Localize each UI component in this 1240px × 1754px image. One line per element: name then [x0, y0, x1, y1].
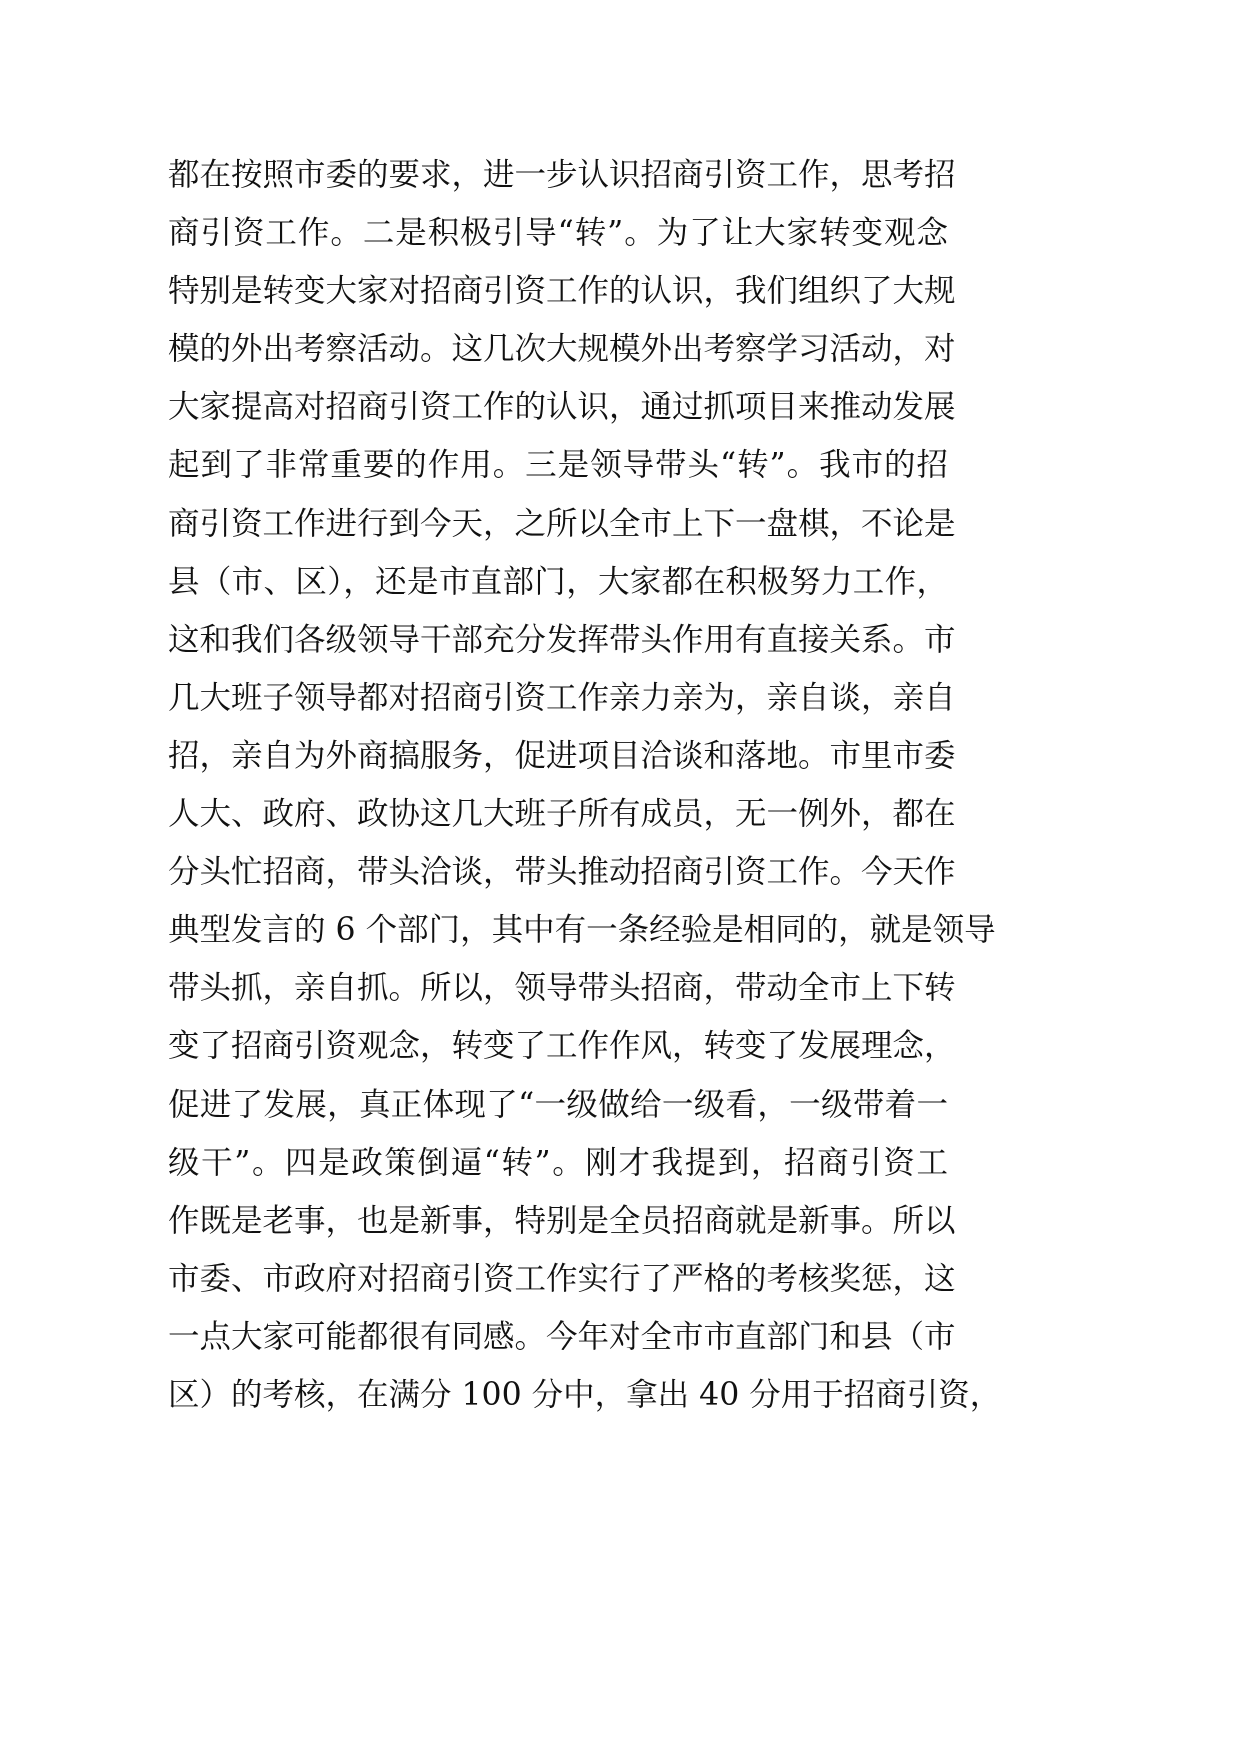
- text-line: 这和我们各级领导干部充分发挥带头作用有直接关系。市: [168, 621, 956, 658]
- text-line: 大家提高对招商引资工作的认识，通过抓项目来推动发展: [168, 389, 956, 426]
- text-line: 一点大家可能都很有同感。今年对全市市直部门和县（市: [168, 1318, 956, 1355]
- text-line: 都在按照市委的要求，进一步认识招商引资工作，思考招: [168, 157, 956, 193]
- text-line: 区）的考核，在满分 100 分中，拿出 40 分用于招商引资，: [168, 1376, 1002, 1413]
- text-line: 人大、政府、政协这几大班子所有成员，无一例外，都在: [168, 796, 956, 833]
- text-line: 典型发言的 6 个部门，其中有一条经验是相同的，就是领导: [168, 912, 996, 949]
- text-line: 带头抓，亲自抓。所以，领导带头招商，带动全市上下转: [168, 970, 956, 1007]
- body-text: [168, 146, 1002, 1424]
- text-line: 起到了非常重要的作用。三是领导带头“转”。我市的招: [168, 447, 948, 484]
- text-line: 级干”。四是政策倒逼“转”。刚才我提到，招商引资工: [168, 1144, 948, 1181]
- text-line: 商引资工作进行到今天，之所以全市上下一盘棋，不论是: [168, 505, 956, 542]
- text-line: 分头忙招商，带头洽谈，带头推动招商引资工作。今天作: [168, 854, 956, 891]
- text-line: 模的外出考察活动。这几次大规模外出考察学习活动，对: [168, 331, 956, 368]
- text-line: 招，亲自为外商搞服务，促进项目洽谈和落地。市里市委: [168, 737, 956, 774]
- text-line: 市委、市政府对招商引资工作实行了严格的考核奖惩，这: [168, 1260, 956, 1297]
- text-line: 变了招商引资观念，转变了工作作风，转变了发展理念，: [168, 1028, 956, 1065]
- text-line: 作既是老事，也是新事，特别是全员招商就是新事。所以: [168, 1202, 956, 1239]
- text-line: 促进了发展，真正体现了“一级做给一级看，一级带着一: [168, 1086, 948, 1123]
- text-line: 特别是转变大家对招商引资工作的认识，我们组织了大规: [168, 273, 956, 310]
- text-line: 县（市、区），还是市直部门，大家都在积极努力工作，: [168, 563, 948, 600]
- text-line: 商引资工作。二是积极引导“转”。为了让大家转变观念: [168, 215, 948, 252]
- text-line: 几大班子领导都对招商引资工作亲力亲为，亲自谈，亲自: [168, 679, 956, 716]
